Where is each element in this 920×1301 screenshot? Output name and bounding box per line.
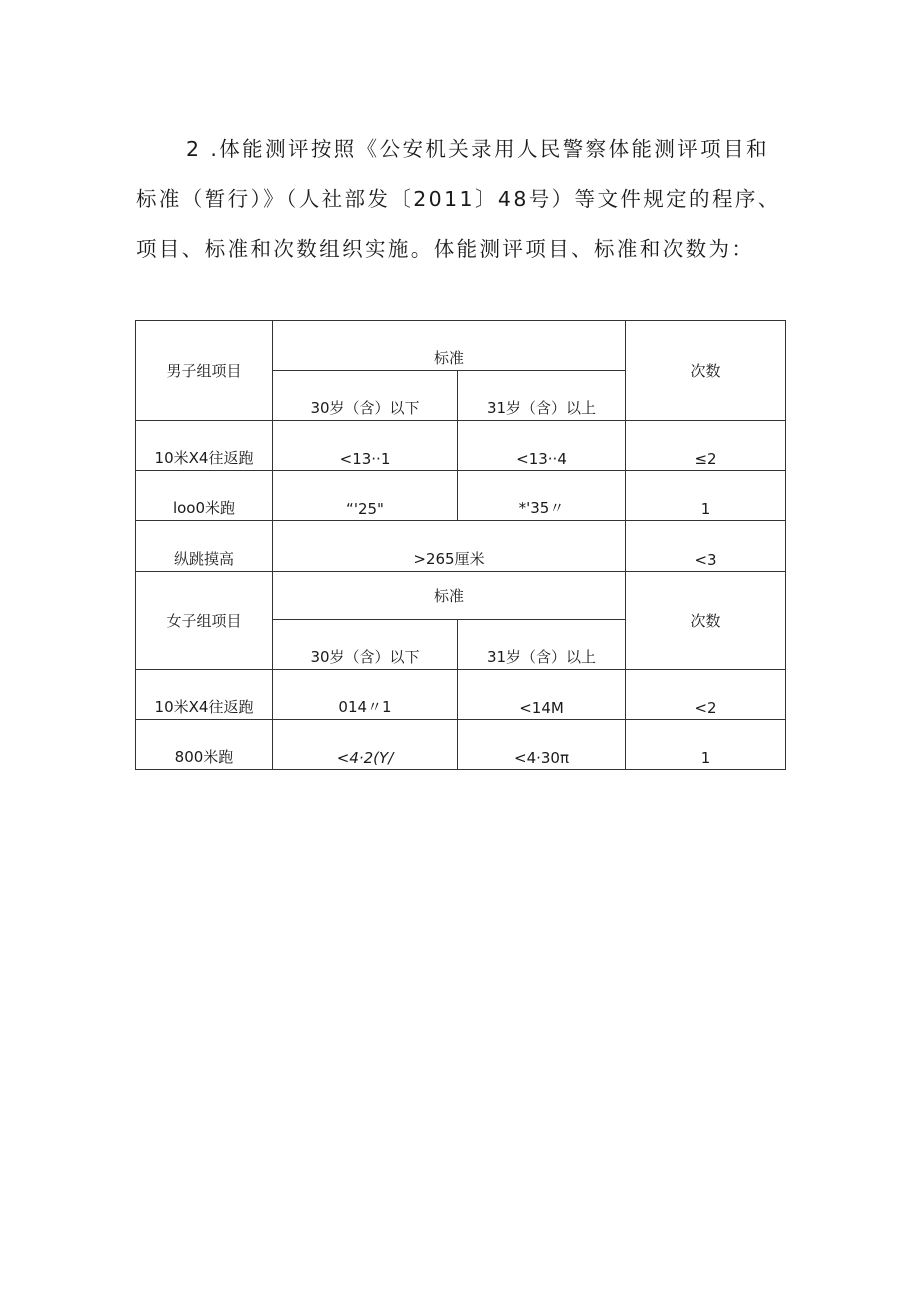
female-count-header: 次数: [626, 572, 786, 670]
table-row: [136, 720, 786, 770]
table-row: [136, 521, 786, 572]
count-cell: 1: [626, 471, 786, 521]
item-cell: 800米跑: [136, 720, 273, 770]
male-under30-header: 30岁（含）以下: [273, 371, 458, 421]
male-item-header: 男子组项目: [136, 321, 273, 421]
female-over31-header: 31岁（含）以上: [458, 620, 626, 670]
female-standard-header: 标准: [273, 572, 626, 620]
over31-cell: <4·30π: [458, 720, 626, 770]
intro-paragraph: 2 .体能测评按照《公安机关录用人民警察体能测评项目和标准（暂行）》（人社部发〔2011〕48号）等文件规定的程序、项目、标准和次数组织实施。体能测评项目、标准和次数为：: [136, 137, 781, 261]
male-over31-header: 31岁（含）以上: [458, 371, 626, 421]
over31-cell: <13··4: [458, 421, 626, 471]
item-cell: 10米X4往返跑: [136, 670, 273, 720]
female-item-header: 女子组项目: [136, 572, 273, 670]
item-cell: 10米X4往返跑: [136, 421, 273, 471]
under30-cell: <4·2(Y/: [273, 720, 458, 770]
count-cell: 1: [626, 720, 786, 770]
over31-cell: <14M: [458, 670, 626, 720]
count-cell: ≤2: [626, 421, 786, 471]
table-row: [136, 471, 786, 521]
under30-cell: <13··1: [273, 421, 458, 471]
male-count-header: 次数: [626, 321, 786, 421]
female-under30-header: 30岁（含）以下: [273, 620, 458, 670]
table-row: [136, 670, 786, 720]
under30-cell: 014〃1: [273, 670, 458, 720]
merged-standard-cell: >265厘米: [273, 521, 626, 572]
item-cell: 纵跳摸高: [136, 521, 273, 572]
under30-cell: “'25": [273, 471, 458, 521]
fitness-standards-table: [135, 320, 786, 770]
count-cell: <3: [626, 521, 786, 572]
male-standard-header: 标准: [273, 321, 626, 371]
item-cell: loo0米跑: [136, 471, 273, 521]
over31-cell: *'35〃: [458, 471, 626, 521]
count-cell: <2: [626, 670, 786, 720]
male-header-row: [136, 321, 786, 371]
female-header-row: [136, 572, 786, 620]
table-row: [136, 421, 786, 471]
